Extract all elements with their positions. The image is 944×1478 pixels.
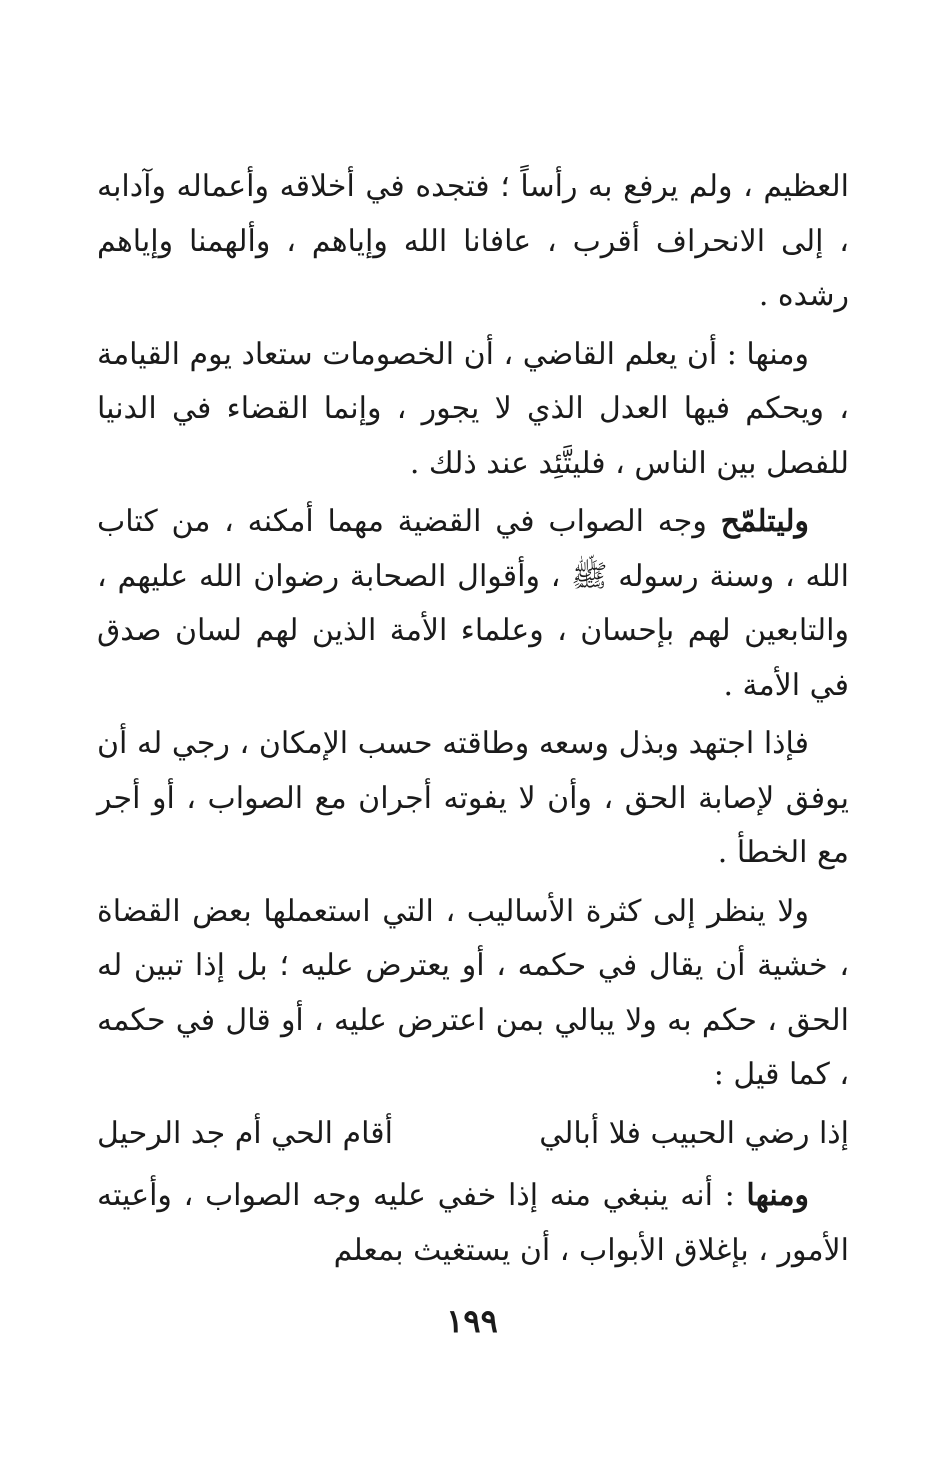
paragraph-judge-knowledge [97,328,849,492]
page-body [97,160,849,1282]
paragraph-lead-word: وليتلمّح [720,504,809,539]
paragraph-text: وجه الصواب في القضية مهما أمكنه ، من كتاب الله ، وسنة رسوله ﷺ ، وأقوال الصحابة رضوان الله عليهم ، والتابعين لهم بإحسان ، وعلماء الأمة الذين لهم لسان صدق في الأمة . [97,504,849,703]
paragraph-ijtihad [97,717,849,881]
paragraph-lead-word: ومنها [746,1178,809,1213]
poetry-verse [97,1107,849,1162]
verse-second-hemistich: أقام الحي أم جد الرحيل [97,1115,393,1151]
paragraph-text: ولا ينظر إلى كثرة الأساليب ، التي استعملها بعض القضاة ، خشية أن يقال في حكمه ، أو يعترض عليه ؛ بل إذا تبين له الحق ، حكم به ولا يبالي بمن اعترض عليه ، أو قال في حكمه ، كما قيل : [97,893,849,1092]
paragraph-text: فإذا اجتهد وبذل وسعه وطاقته حسب الإمكان ، رجي له أن يوفق لإصابة الحق ، وأن لا يفوته أجران مع الصواب ، أو أجر مع الخطأ . [97,726,849,870]
paragraph-methods [97,885,849,1103]
verse-first-hemistich: إذا رضي الحبيب فلا أبالي [539,1115,849,1151]
paragraph-text: ومنها : أن يعلم القاضي ، أن الخصومات ستعاد يوم القيامة ، ويحكم فيها العدل الذي لا يجور ، وإنما القضاء في الدنيا للفصل بين الناس ، فليتَّئِد عند ذلك . [97,336,849,481]
paragraph-text: : أنه ينبغي منه إذا خفي عليه وجه الصواب ، وأعيته الأمور ، بإغلاق الأبواب ، أن يستغيث بمعلم [97,1178,849,1268]
paragraph-text: العظيم ، ولم يرفع به رأساً ؛ فتجده في أخلاقه وأعماله وآدابه ، إلى الانحراف أقرب ، عافانا الله وإياهم ، وألهمنا وإياهم رشده . [97,169,849,313]
paragraph-continuation [97,160,849,324]
paragraph-final [97,1169,849,1278]
page-number: ١٩٩ [446,1302,498,1340]
paragraph-seek-correctness [97,495,849,713]
